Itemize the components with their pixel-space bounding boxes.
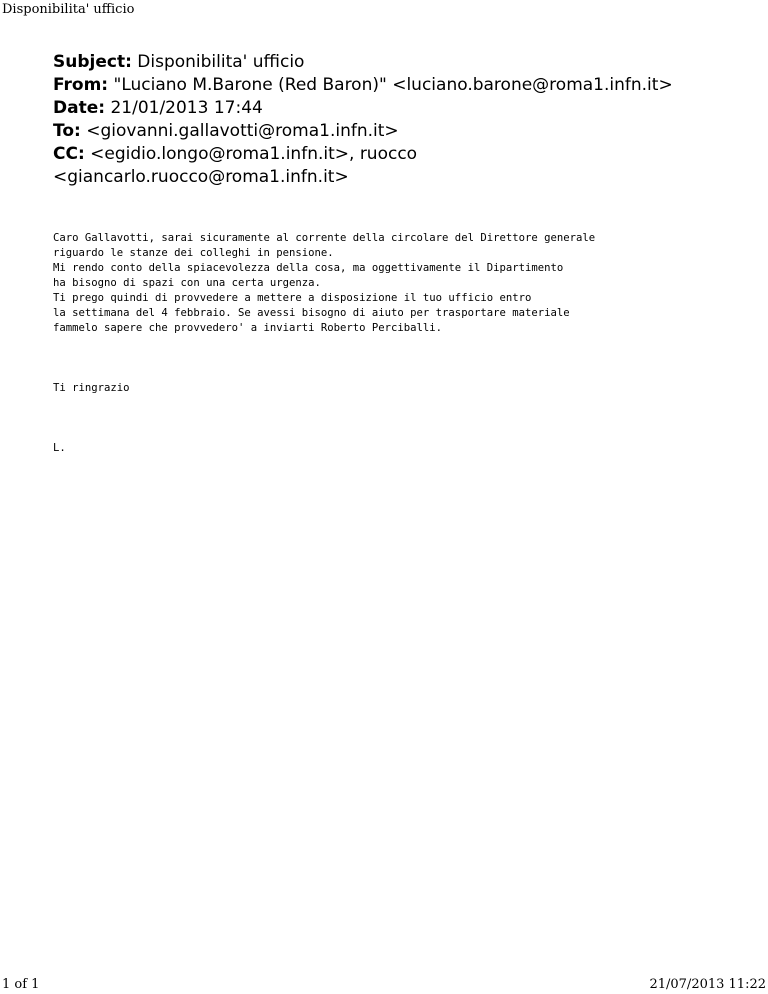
date-value: 21/01/2013 17:44 <box>110 98 263 118</box>
from-label: From: <box>53 75 109 95</box>
to-label: To: <box>53 121 81 141</box>
cc-label: CC: <box>53 144 85 164</box>
print-timestamp: 21/07/2013 11:22 <box>649 977 766 992</box>
cc-row-continuation <box>53 166 733 189</box>
email-body <box>53 201 743 486</box>
page-header-title: Disponibilita' ufficio <box>2 2 135 17</box>
to-row <box>53 120 733 143</box>
cc-row <box>53 143 733 166</box>
body-paragraph-main: Caro Gallavotti, sarai sicuramente al corrente della circolare del Direttore generale riguardo le stanze dei colleghi in pensione. Mi rendo conto della spiacevolezza della cosa, ma oggettivamente il Dipartimento ha bisogno di spazi con una certa urgenza. Ti prego quindi di provvedere a mettere a disposizione il tuo ufficio entro la settimana del 4 febbraio. Se avessi bisogno di aiuto per trasportare materiale fammelo sapere che provvedero' a inviarti Roberto Perciballi. <box>53 232 596 334</box>
date-label: Date: <box>53 98 106 118</box>
date-row <box>53 97 733 120</box>
to-value: <giovanni.gallavotti@roma1.infn.it> <box>86 121 399 141</box>
subject-value: Disponibilita' ufficio <box>137 52 305 72</box>
subject-label: Subject: <box>53 52 132 72</box>
cc-value-line1: <egidio.longo@roma1.infn.it>, ruocco <box>90 144 418 164</box>
cc-value-line2: <giancarlo.ruocco@roma1.infn.it> <box>53 167 349 187</box>
body-paragraph-signature: L. <box>53 442 66 454</box>
from-row <box>53 74 733 97</box>
email-headers <box>53 51 733 189</box>
page-count: 1 of 1 <box>2 977 40 992</box>
from-value: "Luciano M.Barone (Red Baron)" <luciano.barone@roma1.infn.it> <box>113 75 673 95</box>
subject-row <box>53 51 733 74</box>
body-paragraph-thanks: Ti ringrazio <box>53 382 130 394</box>
